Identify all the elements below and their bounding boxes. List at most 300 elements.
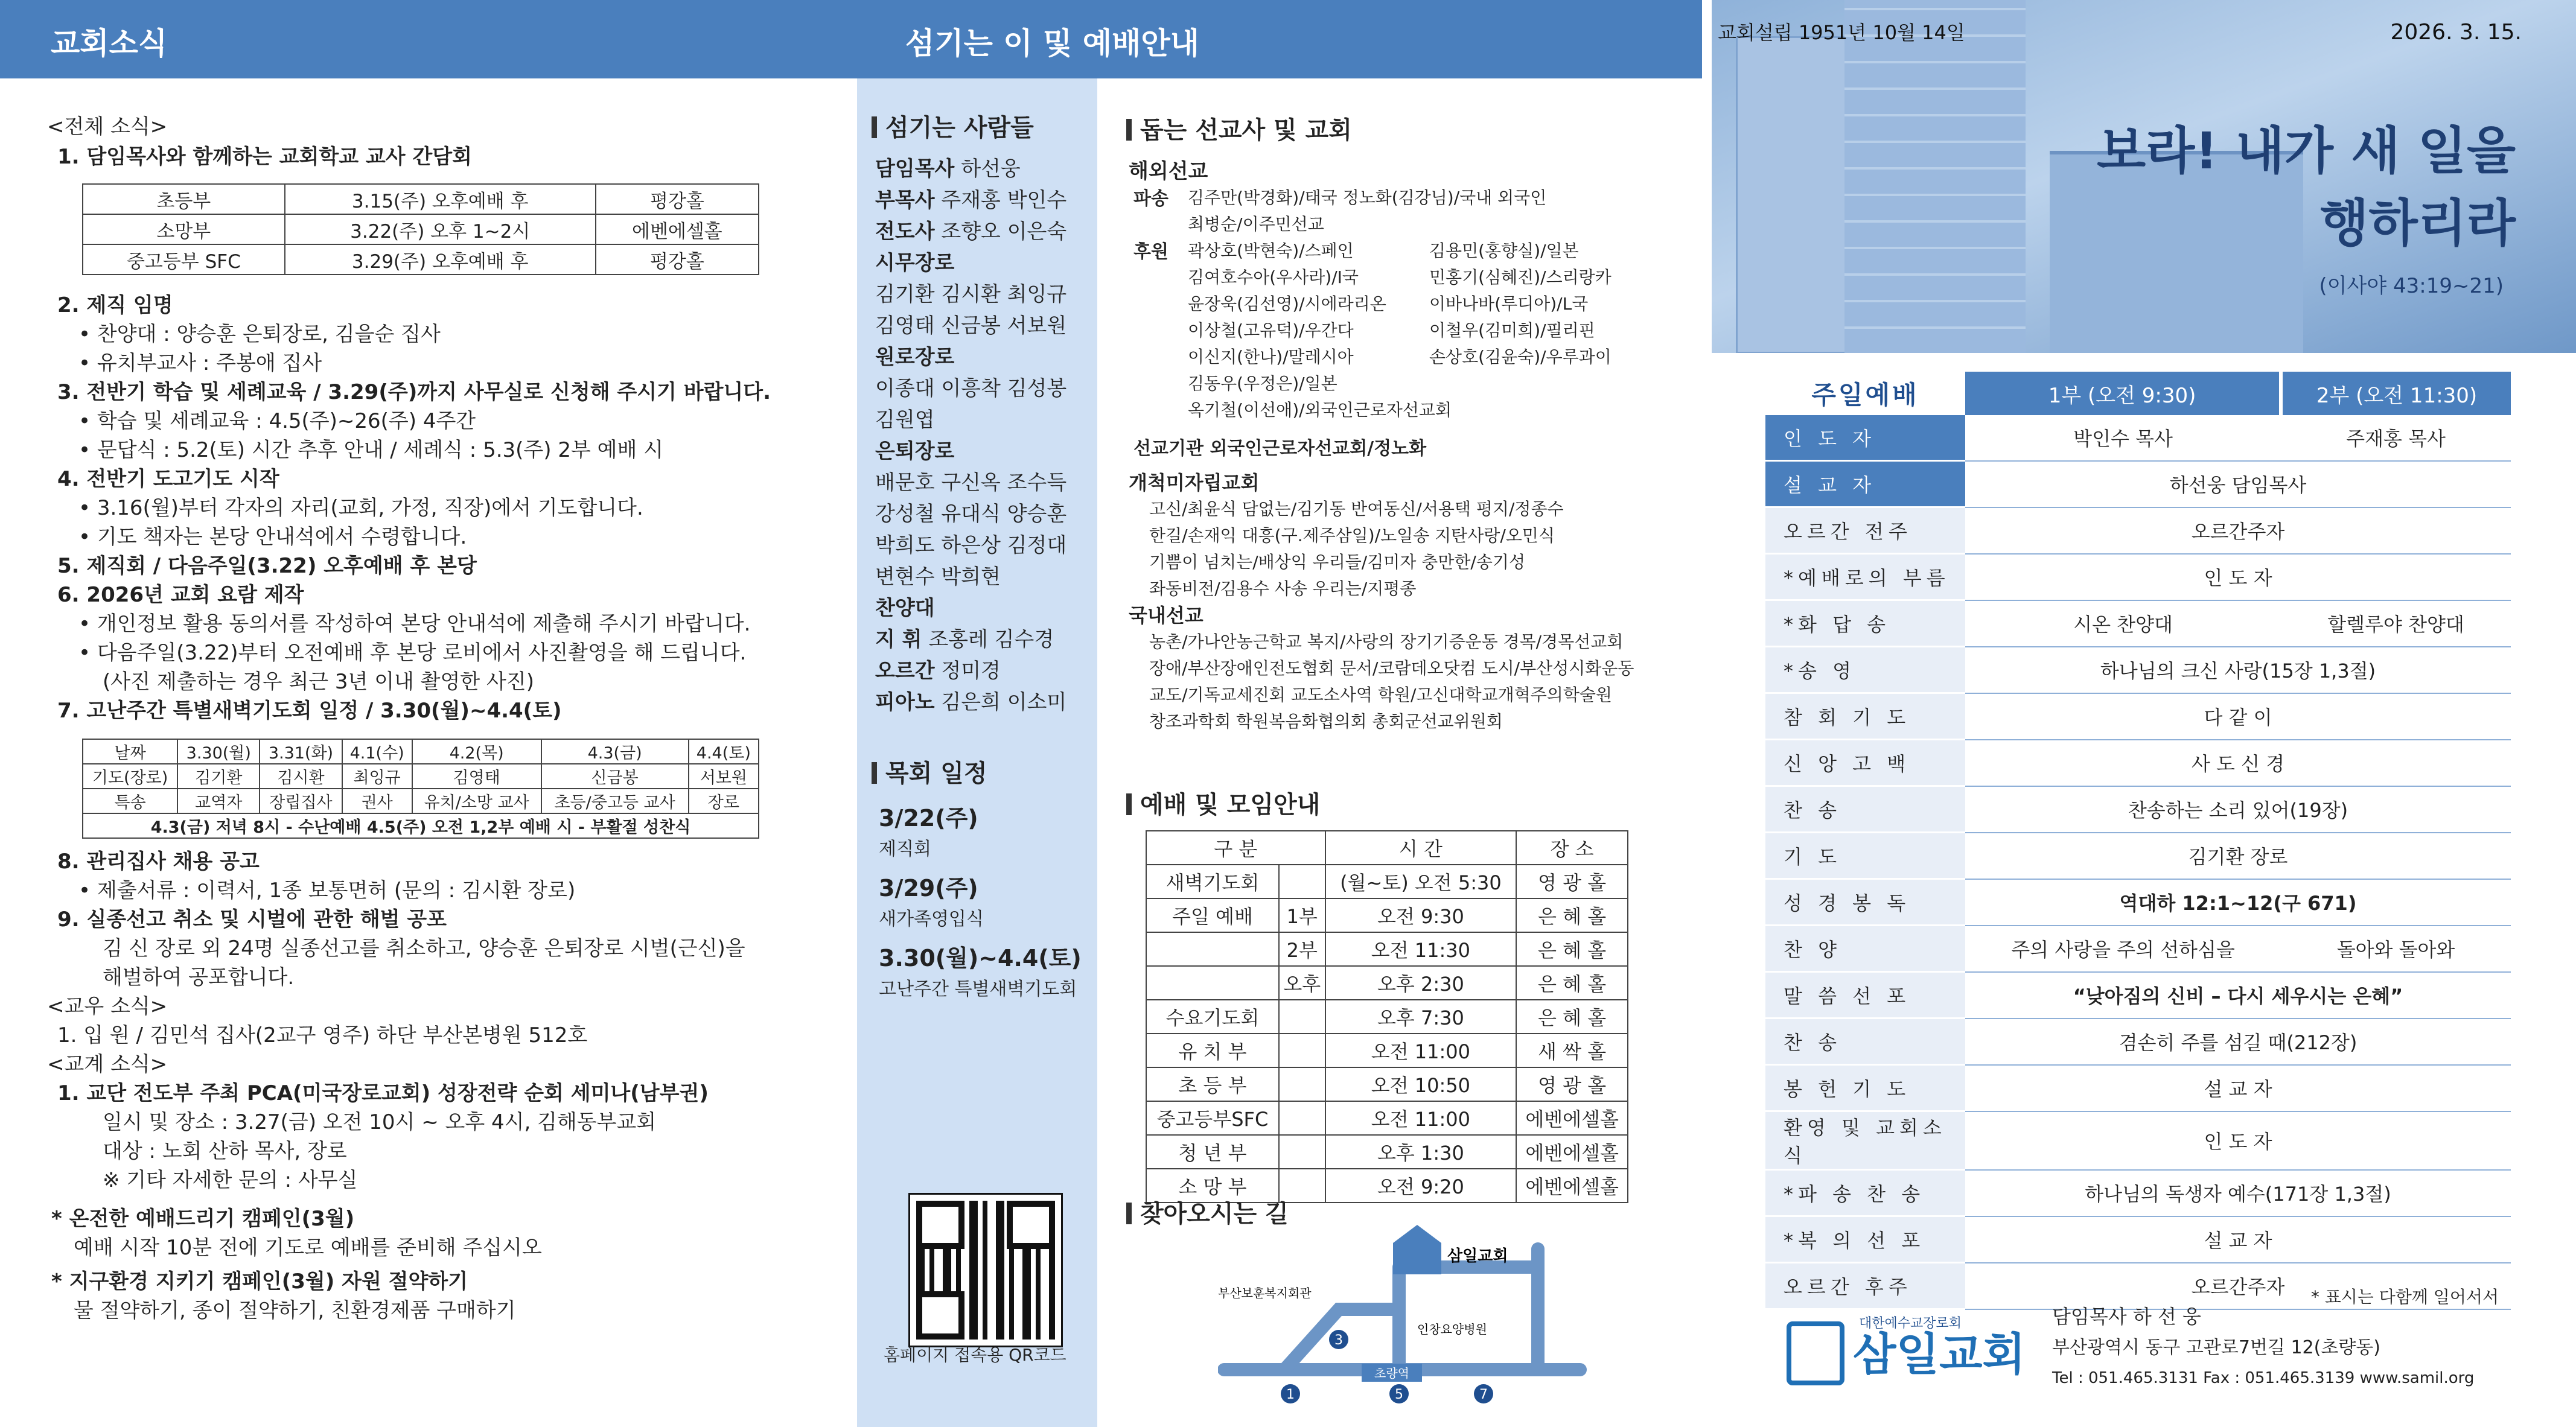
support-left: 옥기철(이선애)/외국인근로자선교회 xyxy=(1188,400,1452,420)
worship-row-label: 신 앙 고 백 xyxy=(1765,740,1965,786)
table-cell: 평강홀 xyxy=(596,184,759,214)
table-cell: 은 혜 홀 xyxy=(1516,932,1628,966)
news-item-2: 2. 제직 임명 xyxy=(57,293,173,317)
support-row xyxy=(1188,397,1612,424)
worship-row xyxy=(1765,833,2511,879)
table-cell: 김시환 xyxy=(260,764,342,789)
table-cell xyxy=(1146,932,1279,966)
table-cell: 장로 xyxy=(689,789,759,813)
table-cell: 김기환 xyxy=(177,764,260,789)
support-list xyxy=(1188,238,1612,424)
support-left: 이상철(고유덕)/우간다 xyxy=(1188,320,1354,340)
news-member-heading: <교우 소식> xyxy=(47,994,168,1019)
missions-title: 돕는 선교사 및 교회 xyxy=(1126,111,1352,145)
worship-row-label: *화 답 송 xyxy=(1765,600,1965,647)
cover-verse: (이사야 43:19~21) xyxy=(2319,274,2504,298)
worship-row-label: 설 교 자 xyxy=(1765,461,1965,507)
prayer-schedule-table xyxy=(82,739,759,839)
server-line xyxy=(875,467,1066,498)
table-cell: 3.29(주) 오후예배 후 xyxy=(285,244,596,275)
server-names: 김원엽 xyxy=(875,408,935,432)
worship-row-value-2: 할렐루야 찬양대 xyxy=(2281,600,2511,647)
news-item-6b: • 다음주일(3.22)부터 오전예배 후 본당 로비에서 사진촬영을 해 드립니다. xyxy=(78,641,747,665)
table-row xyxy=(83,184,759,214)
domestic-line: 장애/부산장애인전도협회 문서/코람데오닷컴 도시/부산성시화운동 xyxy=(1149,658,1634,678)
table-cell: 4.2(목) xyxy=(412,739,541,764)
support-row xyxy=(1188,317,1612,344)
server-role: 은퇴장로 xyxy=(875,439,955,463)
worship-row xyxy=(1765,415,2511,461)
worship-row-label: *복 의 선 포 xyxy=(1765,1216,1965,1263)
table-header: 시 간 xyxy=(1325,831,1517,865)
server-names: 박희도 하은상 김정대 xyxy=(875,533,1067,558)
table-cell: 오전 9:30 xyxy=(1325,898,1517,932)
server-names: 김기환 김시환 최잉규 xyxy=(875,282,1067,307)
map-welfare-label: 부산보훈복지회관 xyxy=(1218,1286,1312,1300)
servers-panel xyxy=(857,78,1097,1427)
schedule-3-date: 3.30(월)~4.4(토) xyxy=(879,945,1082,971)
schedule-1-date: 3/22(주) xyxy=(879,805,978,831)
server-role: 전도사 xyxy=(875,220,935,244)
table-row xyxy=(1146,1034,1628,1067)
news-item-8: 8. 관리집사 채용 공고 xyxy=(57,850,260,874)
table-cell: 2부 xyxy=(1279,932,1325,966)
worship-row xyxy=(1765,507,2511,554)
table-header-row xyxy=(1146,831,1628,865)
server-line xyxy=(875,247,1066,279)
server-line xyxy=(875,436,1066,467)
worship-row xyxy=(1765,1111,2511,1170)
bulletin-date: 2026. 3. 15. xyxy=(2390,20,2522,45)
cross-logo-icon xyxy=(1787,1321,1844,1385)
schedule-2-date: 3/29(주) xyxy=(879,875,978,901)
table-cell: 초등/중고등 교사 xyxy=(541,789,689,813)
server-line xyxy=(875,373,1066,404)
table-header: 장 소 xyxy=(1516,831,1628,865)
server-line xyxy=(875,310,1066,342)
table-cell: 4.1(수) xyxy=(342,739,412,764)
worship-row-label: *파 송 찬 송 xyxy=(1765,1170,1965,1216)
worship-row xyxy=(1765,926,2511,972)
campaign-2: * 지구환경 지키기 캠페인(3월) 자원 절약하기 xyxy=(51,1270,468,1294)
pioneer-line: 한길/손재익 대흥(구.제주삼일)/노일송 지탄사랑/오민식 xyxy=(1149,526,1555,545)
table-cell: 에벤에셀홀 xyxy=(1516,1135,1628,1169)
worship-row xyxy=(1765,600,2511,647)
table-row xyxy=(1146,1067,1628,1101)
news-item-4: 4. 전반기 도고기도 시작 xyxy=(57,467,279,491)
worship-row xyxy=(1765,1065,2511,1111)
church-building-icon xyxy=(1393,1243,1441,1274)
worship-row-label: 환영 및 교회소식 xyxy=(1765,1111,1965,1170)
table-cell xyxy=(1279,1101,1325,1135)
table-cell: 중고등부 SFC xyxy=(83,244,285,275)
worship-title: 주일예배 xyxy=(1811,380,1919,410)
table-cell: 은 혜 홀 xyxy=(1516,966,1628,1000)
news-region-heading: <교계 소식> xyxy=(47,1052,168,1076)
worship-row-value: 하나님의 크신 사랑(15장 1,3절) xyxy=(1965,647,2511,693)
server-line xyxy=(875,216,1066,247)
support-right: 이철우(김미희)/필리핀 xyxy=(1429,320,1595,340)
exit-1-label: 1 xyxy=(1286,1387,1295,1402)
server-names: 강성철 유대식 양승훈 xyxy=(875,502,1067,526)
domestic-line: 창조과학회 학원복음화협의회 총회군선교위원회 xyxy=(1149,711,1503,731)
support-row xyxy=(1188,238,1612,264)
table-cell: 3.31(화) xyxy=(260,739,342,764)
news-item-6c: (사진 제출하는 경우 최근 3년 이내 촬영한 사진) xyxy=(103,670,535,694)
domestic-heading: 국내선교 xyxy=(1129,604,1204,627)
denomination: 대한예수교장로회 xyxy=(1859,1316,1962,1331)
table-cell: 청 년 부 xyxy=(1146,1135,1279,1169)
table-cell: 오전 11:00 xyxy=(1325,1101,1517,1135)
support-left: 김동우(우정은)/일본 xyxy=(1188,373,1337,393)
table-cell: 김영태 xyxy=(412,764,541,789)
news-item-1: 1. 담임목사와 함께하는 교회학교 교사 간담회 xyxy=(57,145,472,169)
table-cell: 권사 xyxy=(342,789,412,813)
table-cell: 오후 7:30 xyxy=(1325,1000,1517,1034)
table-cell: 오후 1:30 xyxy=(1325,1135,1517,1169)
worship-order xyxy=(1765,372,2511,1310)
table-row xyxy=(83,739,759,764)
support-row xyxy=(1188,344,1612,370)
table-cell xyxy=(1279,1000,1325,1034)
church-logo xyxy=(1787,1303,2026,1394)
table-cell: 오전 10:50 xyxy=(1325,1067,1517,1101)
table-cell: 은 혜 홀 xyxy=(1516,1000,1628,1034)
exit-5-label: 5 xyxy=(1395,1387,1403,1402)
news-item-6: 6. 2026년 교회 요람 제작 xyxy=(57,583,304,607)
worship-row xyxy=(1765,461,2511,507)
schedule-1-text: 제직회 xyxy=(879,839,931,860)
table-cell: 오전 11:00 xyxy=(1325,1034,1517,1067)
map-hospital-label: 인창요양병원 xyxy=(1417,1322,1487,1336)
worship-row-value-1: 주의 사랑을 주의 선하심을 xyxy=(1965,926,2281,972)
worship-row-label: *송 영 xyxy=(1765,647,1965,693)
worship-row-value: 인 도 자 xyxy=(1965,1111,2511,1170)
worship-row-value: 겸손히 주를 섬길 때(212장) xyxy=(1965,1019,2511,1065)
worship-row xyxy=(1765,554,2511,600)
building-illustration-2 xyxy=(1844,0,2026,353)
header-center xyxy=(857,0,1702,78)
news-all-heading: <전체 소식> xyxy=(47,115,168,139)
missions-column xyxy=(1097,78,1702,1427)
worship-row xyxy=(1765,972,2511,1019)
server-line xyxy=(875,624,1066,655)
table-header: 구 분 xyxy=(1146,831,1325,865)
worship-row xyxy=(1765,647,2511,693)
table-cell: 새 싹 홀 xyxy=(1516,1034,1628,1067)
region-item-1: 1. 교단 전도부 주최 PCA(미국장로교회) 성장전략 순회 세미나(남부권) xyxy=(57,1081,709,1105)
news-column xyxy=(0,78,857,1427)
dispatch-label: 파송 xyxy=(1133,188,1168,209)
pastor-name: 담임목사 하 선 웅 xyxy=(2052,1305,2201,1328)
header-left xyxy=(0,0,857,78)
table-row xyxy=(1146,932,1628,966)
table-cell: 유치/소망 교사 xyxy=(412,789,541,813)
member-item-1: 1. 입 원 / 김민석 집사(2교구 영주) 하단 부산본병원 512호 xyxy=(57,1023,588,1047)
news-item-3: 3. 전반기 학습 및 세례교육 / 3.29(주)까지 사무실로 신청해 주시기 바랍니다. xyxy=(57,380,771,404)
server-names: 주재홍 박인수 xyxy=(934,188,1067,212)
table-cell: 은 혜 홀 xyxy=(1516,898,1628,932)
table-row xyxy=(1146,865,1628,898)
server-line xyxy=(875,279,1066,310)
server-names: 배문호 구신옥 조수득 xyxy=(875,471,1067,495)
founded-date: 교회설립 1951년 10월 14일 xyxy=(1718,21,1965,44)
server-names: 하선웅 xyxy=(954,157,1021,181)
worship-row-value: 오르간주자 xyxy=(1965,1263,2511,1309)
worship-row xyxy=(1765,1170,2511,1216)
worship-row-value: 하나님의 독생자 예수(171장 1,3절) xyxy=(1965,1170,2511,1216)
worship-row xyxy=(1765,1019,2511,1065)
domestic-line: 교도/기독교세진회 교도소사역 학원/고신대학교개혁주의학술원 xyxy=(1149,685,1612,705)
news-item-9a: 김 신 장로 외 24명 실종선고를 취소하고, 양승훈 은퇴장로 시벌(근신)을 xyxy=(103,936,745,961)
servers-list xyxy=(875,153,1066,718)
server-role: 원로장로 xyxy=(875,345,955,369)
overseas-heading: 해외선교 xyxy=(1129,159,1208,183)
dispatch-line-2: 최병순/이주민선교 xyxy=(1188,214,1324,234)
table-cell: 기도(장로) xyxy=(83,764,177,789)
church-address: 부산광역시 동구 고관로7번길 12(초량동) xyxy=(2052,1337,2380,1358)
worship-guide-table xyxy=(1146,830,1628,1203)
worship-row-value: 설 교 자 xyxy=(1965,1216,2511,1263)
worship-row-label: 찬 송 xyxy=(1765,1019,1965,1065)
server-line xyxy=(875,153,1066,185)
table-cell: 오후 2:30 xyxy=(1325,966,1517,1000)
server-line xyxy=(875,404,1066,436)
support-right: 손상호(김윤숙)/우루과이 xyxy=(1429,347,1612,367)
table-cell: 오전 9:20 xyxy=(1325,1169,1517,1203)
table-cell xyxy=(1279,1067,1325,1101)
table-cell: 에벤에셀홀 xyxy=(1516,1101,1628,1135)
table-cell: 영 광 홀 xyxy=(1516,1067,1628,1101)
support-row xyxy=(1188,291,1612,317)
server-role: 찬양대 xyxy=(875,596,935,620)
server-names: 김은희 이소미 xyxy=(934,690,1067,714)
church-name: 삼일교회 xyxy=(1853,1329,2026,1381)
news-item-4a: • 3.16(월)부터 각자의 자리(교회, 가정, 직장)에서 기도합니다. xyxy=(78,496,643,520)
exit-3-label: 3 xyxy=(1334,1333,1343,1348)
worship-row-label: 봉 헌 기 도 xyxy=(1765,1065,1965,1111)
support-left: 이신지(한나)/말레시아 xyxy=(1188,347,1354,367)
news-item-3a: • 학습 및 세례교육 : 4.5(주)~26(주) 4주간 xyxy=(78,409,476,433)
news-item-9: 9. 실종선고 취소 및 시벌에 관한 해벌 공포 xyxy=(57,907,447,932)
worship-row-value: 오르간주자 xyxy=(1965,507,2511,554)
worship-row-value-2: 돌아와 돌아와 xyxy=(2281,926,2511,972)
server-names: 조홍레 김수경 xyxy=(922,628,1054,652)
region-item-1a: 일시 및 장소 : 3.27(금) 오전 10시 ~ 오후 4시, 김해동부교회 xyxy=(103,1110,657,1134)
server-line xyxy=(875,185,1066,216)
table-cell: 오전 11:30 xyxy=(1325,932,1517,966)
mission-org: 선교기관 외국인근로자선교회/정노화 xyxy=(1133,438,1427,459)
dispatch-line-1: 김주만(박경화)/태국 정노화(김강님)/국내 외국인 xyxy=(1188,188,1547,208)
table-row xyxy=(83,789,759,813)
worship-row-value: 사 도 신 경 xyxy=(1965,740,2511,786)
table-row xyxy=(1146,1135,1628,1169)
header-left-title: 교회소식 xyxy=(51,26,168,61)
support-label: 후원 xyxy=(1133,241,1168,262)
table-cell: 4.3(금) xyxy=(541,739,689,764)
directions-map xyxy=(1218,1213,1604,1412)
pioneer-line: 고신/최윤식 담없는/김기동 반여동신/서용택 평지/정종수 xyxy=(1149,499,1564,519)
server-line xyxy=(875,530,1066,561)
cover-image xyxy=(1712,0,2576,353)
news-item-3b: • 문답식 : 5.2(토) 시간 추후 안내 / 세례식 : 5.3(주) 2부 예배 시 xyxy=(78,438,663,462)
server-role: 오르간 xyxy=(875,659,935,683)
table-cell: 초 등 부 xyxy=(1146,1067,1279,1101)
worship-row-label: 기 도 xyxy=(1765,833,1965,879)
table-cell: 평강홀 xyxy=(596,244,759,275)
table-cell: 최잉규 xyxy=(342,764,412,789)
qr-caption: 홈페이지 접속용 QR코드 xyxy=(884,1345,1066,1365)
worship-row-value: 하선웅 담임목사 xyxy=(1965,461,2511,507)
campaign-2-text: 물 절약하기, 종이 절약하기, 친환경제품 구매하기 xyxy=(74,1298,516,1323)
worship-row-value: 인 도 자 xyxy=(1965,554,2511,600)
worship-row xyxy=(1765,786,2511,833)
pioneer-line: 기쁨이 넘치는/배상익 우리들/김미자 충만한/송기성 xyxy=(1149,552,1526,572)
news-item-2a: • 찬양대 : 양승훈 은퇴장로, 김을순 집사 xyxy=(78,322,441,346)
table-cell: 4.4(토) xyxy=(689,739,759,764)
worship-row-label: 찬 양 xyxy=(1765,926,1965,972)
prayer-schedule-note: 4.3(금) 저녁 8시 - 수난예배 4.5(주) 오전 1,2부 예배 시 - 부활절 성찬식 xyxy=(83,813,759,838)
region-item-1c: ※ 기타 자세한 문의 : 사무실 xyxy=(103,1168,358,1192)
table-cell: 소망부 xyxy=(83,214,285,244)
qr-code-icon[interactable] xyxy=(910,1195,1061,1346)
campaign-1: * 온전한 예배드리기 캠페인(3월) xyxy=(51,1207,355,1231)
worship-row-label: 참 회 기 도 xyxy=(1765,693,1965,740)
table-cell: 소 망 부 xyxy=(1146,1169,1279,1203)
table-cell: 영 광 홀 xyxy=(1516,865,1628,898)
cover-title-line2: 행하리라 xyxy=(2319,194,2516,253)
server-line xyxy=(875,687,1066,718)
service-2-header: 2부 (오전 11:30) xyxy=(2281,372,2511,415)
server-line xyxy=(875,498,1066,530)
worship-row-value: “낮아짐의 신비 – 다시 세우시는 은혜” xyxy=(1965,972,2511,1019)
table-cell: 3.15(주) 오후예배 후 xyxy=(285,184,596,214)
table-cell xyxy=(1279,865,1325,898)
exit-7-label: 7 xyxy=(1479,1387,1488,1402)
table-cell: 중고등부SFC xyxy=(1146,1101,1279,1135)
support-left: 곽상호(박현숙)/스페인 xyxy=(1188,241,1354,261)
server-line xyxy=(875,655,1066,687)
table-cell: 에벤에셀홀 xyxy=(596,214,759,244)
news-item-5: 5. 제직회 / 다음주일(3.22) 오후예배 후 본당 xyxy=(57,554,477,578)
news-item-9b: 해벌하여 공포합니다. xyxy=(103,965,295,990)
standing-note: * 표시는 다함께 일어서서 xyxy=(2310,1287,2499,1307)
table-cell xyxy=(1279,1135,1325,1169)
news-item-7: 7. 고난주간 특별새벽기도회 일정 / 3.30(월)~4.4(토) xyxy=(57,699,562,723)
table-cell: 신금봉 xyxy=(541,764,689,789)
server-role: 시무장로 xyxy=(875,251,955,275)
support-row xyxy=(1188,264,1612,291)
worship-order-table xyxy=(1765,372,2511,1310)
table-cell: 날짜 xyxy=(83,739,177,764)
worship-row-value: 설 교 자 xyxy=(1965,1065,2511,1111)
directions-title: 찾아오시는 길 xyxy=(1126,1195,1289,1229)
table-cell: 유 치 부 xyxy=(1146,1034,1279,1067)
support-row xyxy=(1188,370,1612,397)
server-role: 담임목사 xyxy=(875,157,955,181)
server-names: 변현수 박희현 xyxy=(875,565,1001,589)
map-station-label: 초량역 xyxy=(1374,1366,1409,1381)
domestic-line: 농촌/가나안농근학교 복지/사랑의 장기기증운동 경목/경목선교회 xyxy=(1149,632,1624,652)
table-cell: 서보원 xyxy=(689,764,759,789)
server-names: 이종대 이흥착 김성봉 xyxy=(875,377,1067,401)
server-line xyxy=(875,561,1066,593)
pioneer-line: 좌동비전/김용수 사송 우리는/지평종 xyxy=(1149,579,1417,599)
server-line xyxy=(875,342,1066,373)
worship-row-label: 성 경 봉 독 xyxy=(1765,879,1965,926)
server-names: 김영태 신금봉 서보원 xyxy=(875,314,1067,338)
servers-title: 섬기는 사람들 xyxy=(872,109,1034,143)
table-row xyxy=(83,214,759,244)
news-item-8a: • 제출서류 : 이력서, 1종 보통면허 (문의 : 김시환 장로) xyxy=(78,879,576,903)
table-row xyxy=(83,764,759,789)
table-cell: 에벤에셀홀 xyxy=(1516,1169,1628,1203)
worship-row-label: 오르간 전주 xyxy=(1765,507,1965,554)
table-cell: 새벽기도회 xyxy=(1146,865,1279,898)
table-cell xyxy=(1279,1034,1325,1067)
table-cell: 특송 xyxy=(83,789,177,813)
table-cell: 1부 xyxy=(1279,898,1325,932)
pioneer-heading: 개척미자립교회 xyxy=(1129,471,1260,494)
worship-row-value: 찬송하는 소리 있어(19장) xyxy=(1965,786,2511,833)
server-line xyxy=(875,593,1066,624)
news-item-4b: • 기도 책자는 본당 안내석에서 수령합니다. xyxy=(78,525,467,549)
worship-row-label: 찬 송 xyxy=(1765,786,1965,833)
worship-row-label: 말 씀 선 포 xyxy=(1765,972,1965,1019)
table-cell: 3.30(월) xyxy=(177,739,260,764)
worship-row-value: 역대하 12:1~12(구 671) xyxy=(1965,879,2511,926)
schedule-2-text: 새가족영입식 xyxy=(879,909,984,930)
table-row xyxy=(1146,1101,1628,1135)
domestic-list xyxy=(1149,629,1634,735)
support-right: 김용민(홍향실)/일본 xyxy=(1429,241,1579,261)
worship-row-value: 김기환 장로 xyxy=(1965,833,2511,879)
worship-row-label: *예배로의 부름 xyxy=(1765,554,1965,600)
schedule-3-text: 고난주간 특별새벽기도회 xyxy=(879,979,1077,1000)
worship-row-label: 인 도 자 xyxy=(1765,415,1965,461)
support-right: 이바나바(루디아)/L국 xyxy=(1429,294,1589,314)
table-cell xyxy=(1146,966,1279,1000)
server-names: 조향오 이은숙 xyxy=(934,220,1067,244)
support-left: 윤장욱(김선영)/시에라리온 xyxy=(1188,294,1386,314)
teacher-meeting-table xyxy=(82,183,759,275)
server-names: 정미경 xyxy=(934,659,1001,683)
pioneer-list xyxy=(1149,496,1564,602)
header-center-title: 섬기는 이 및 예배안내 xyxy=(905,26,1199,61)
map-church-label: 삼일교회 xyxy=(1447,1247,1508,1265)
news-item-6a: • 개인정보 활용 동의서를 작성하여 본당 안내석에 제출해 주시기 바랍니다. xyxy=(78,612,751,636)
server-role: 지 휘 xyxy=(875,628,922,652)
table-row xyxy=(1146,898,1628,932)
table-cell: 초등부 xyxy=(83,184,285,214)
campaign-1-text: 예배 시작 10분 전에 기도로 예배를 준비해 주십시오 xyxy=(74,1236,542,1260)
worship-row xyxy=(1765,1216,2511,1263)
region-item-1b: 대상 : 노회 산하 목사, 장로 xyxy=(103,1139,347,1163)
news-item-2b: • 유치부교사 : 주봉애 집사 xyxy=(78,351,322,375)
worship-row-value: 다 같 이 xyxy=(1965,693,2511,740)
table-cell: 교역자 xyxy=(177,789,260,813)
worship-row xyxy=(1765,879,2511,926)
table-cell: 3.22(주) 오후 1~2시 xyxy=(285,214,596,244)
table-cell: 수요기도회 xyxy=(1146,1000,1279,1034)
church-contact: Tel : 051.465.3131 Fax : 051.465.3139 www.samil.org xyxy=(2052,1369,2475,1387)
table-cell: (월~토) 오전 5:30 xyxy=(1325,865,1517,898)
building-illustration-3 xyxy=(2050,151,2303,353)
table-row xyxy=(83,244,759,275)
worship-row-value-1: 시온 찬양대 xyxy=(1965,600,2281,647)
worship-row-value-1: 박인수 목사 xyxy=(1965,415,2281,461)
table-cell: 장립집사 xyxy=(260,789,342,813)
